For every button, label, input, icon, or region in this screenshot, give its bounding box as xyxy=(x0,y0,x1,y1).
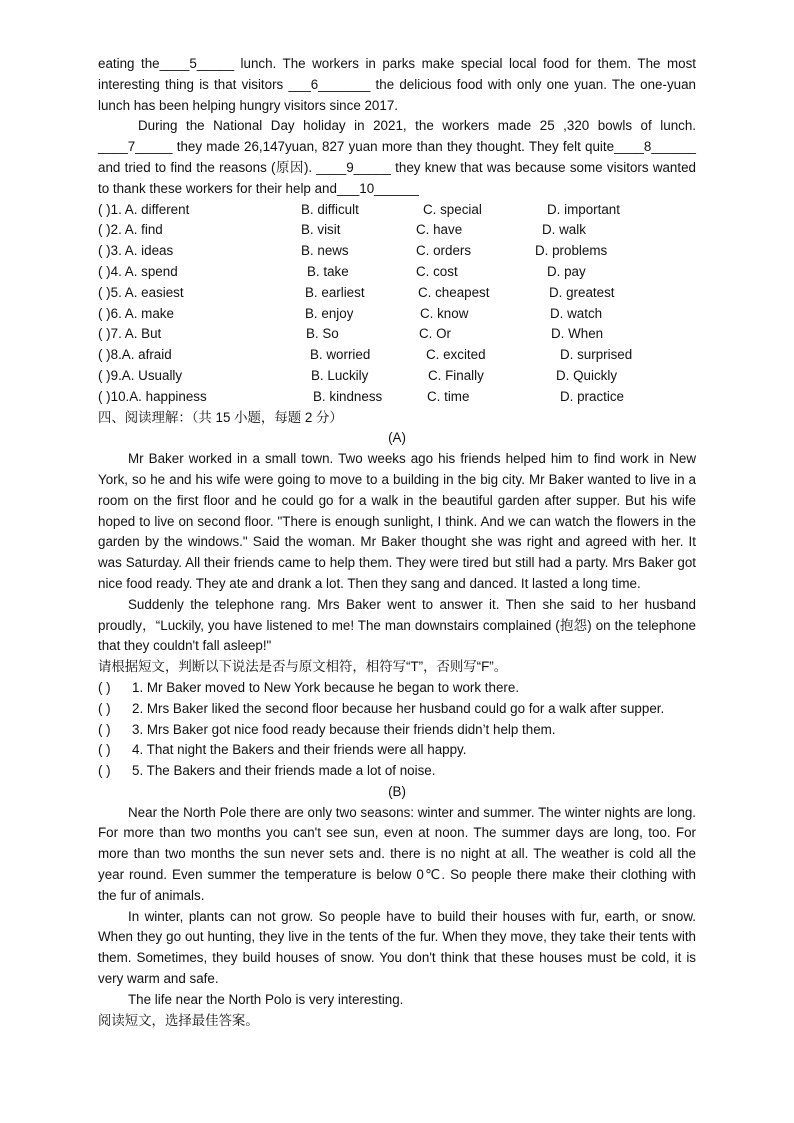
cloze-question-5 xyxy=(98,283,696,304)
option-b: B. worried xyxy=(310,347,371,363)
question-number: ( )3. A. ideas xyxy=(98,243,174,259)
cloze-question-10 xyxy=(98,387,696,408)
option-c: C. Finally xyxy=(428,367,484,383)
option-c: C. know xyxy=(420,305,469,321)
passage-a-label: (A) xyxy=(388,430,406,446)
statement-5 xyxy=(98,761,696,782)
question-number: ( )2. A. find xyxy=(98,222,163,238)
question-number: ( )6. A. make xyxy=(98,305,174,321)
question-number: ( )9.A. Usually xyxy=(98,367,183,383)
section-title: 四、阅读理解：（共 15 小题，每题 2 分） xyxy=(98,409,343,425)
statement-1 xyxy=(98,678,696,699)
answer-blank[interactable]: ( ) xyxy=(98,763,111,779)
question-number: ( )1. A. different xyxy=(98,201,190,217)
exam-page xyxy=(98,54,696,1031)
option-b: B. visit xyxy=(301,222,341,238)
cloze-question-1 xyxy=(98,200,696,221)
option-b: B. Luckily xyxy=(311,367,369,383)
option-d: D. practice xyxy=(560,388,624,404)
option-d: D. watch xyxy=(550,305,603,321)
passage-b-label: (B) xyxy=(388,783,406,799)
option-d: D. problems xyxy=(535,243,608,259)
passage-a-paragraph-2: Suddenly the telephone rang. Mrs Baker went to answer it. Then she said to her husband proudly，“Luckily, you have listened to me! The man downstairs complained (抱怨) on the telephone that they couldn't fall asleep!" xyxy=(98,596,696,654)
cloze-question-6 xyxy=(98,304,696,325)
option-b: B. kindness xyxy=(313,388,383,404)
option-d: D. pay xyxy=(547,263,586,279)
option-c: C. cost xyxy=(416,263,458,279)
cloze-question-2 xyxy=(98,220,696,241)
question-number: ( )10.A. happiness xyxy=(98,388,207,404)
option-c: C. excited xyxy=(426,347,486,363)
option-d: D. When xyxy=(551,326,604,342)
option-c: C. time xyxy=(427,388,470,404)
passage-b-paragraph-3: The life near the North Polo is very interesting. xyxy=(128,991,404,1007)
statement-3 xyxy=(98,720,696,741)
option-b: B. So xyxy=(306,326,339,342)
true-false-statements xyxy=(98,678,696,782)
question-number: ( )7. A. But xyxy=(98,326,162,342)
option-d: D. walk xyxy=(542,222,586,238)
statement-text: 1. Mr Baker moved to New York because he began to work there. xyxy=(132,679,520,695)
statement-text: 3. Mrs Baker got nice food ready because their friends didn’t help them. xyxy=(132,721,556,737)
option-c: C. have xyxy=(416,222,463,238)
cloze-question-9 xyxy=(98,366,696,387)
option-b: B. earliest xyxy=(305,284,365,300)
option-b: B. take xyxy=(307,263,349,279)
answer-blank[interactable]: ( ) xyxy=(98,679,111,695)
answer-blank[interactable]: ( ) xyxy=(98,721,111,737)
option-c: C. cheapest xyxy=(418,284,490,300)
cloze-options-list xyxy=(98,200,696,408)
option-d: D. surprised xyxy=(560,347,633,363)
option-b: B. difficult xyxy=(301,201,359,217)
option-d: D. greatest xyxy=(549,284,615,300)
statement-text: 2. Mrs Baker liked the second floor because her husband could go for a walk after supper. xyxy=(132,700,665,716)
statement-2 xyxy=(98,699,696,720)
passage-b-paragraph-2: In winter, plants can not grow. So people have to build their houses with fur, earth, or snow. When they go out hunting, they live in the tents of the fur. When they move, they take their tents with them. Sometimes, they build houses of snow. You don't think that these houses must be cold, it is very warm and safe. xyxy=(98,908,696,987)
answer-blank[interactable]: ( ) xyxy=(98,742,111,758)
statement-text: 4. That night the Bakers and their friends were all happy. xyxy=(132,742,467,758)
option-d: D. Quickly xyxy=(556,367,618,383)
option-c: C. special xyxy=(423,201,482,217)
passage-a-instruction: 请根据短文，判断以下说法是否与原文相符，相符写“T”，否则写“F”。 xyxy=(98,659,508,675)
passage-b-instruction: 阅读短文，选择最佳答案。 xyxy=(98,1012,259,1028)
cloze-question-7 xyxy=(98,324,696,345)
cloze-passage-continuation: eating the____5_____ lunch. The workers in parks make special local food for them. The most interesting thing is that visitors ___6_______ the delicious food with only one yuan. The one-yuan lunch has been helping hungry visitors since 2017. xyxy=(98,56,696,113)
question-number: ( )4. A. spend xyxy=(98,263,178,279)
option-c: C. orders xyxy=(416,243,472,259)
question-number: ( )8.A. afraid xyxy=(98,347,172,363)
option-b: B. enjoy xyxy=(305,305,354,321)
statement-4 xyxy=(98,740,696,761)
passage-b-paragraph-1: Near the North Pole there are only two seasons: winter and summer. The winter nights are long. For more than two months you can't see sun, even at noon. The summer days are long, too. For more than two months the sun never sets and. there is no night at all. The weather is cold all the year round. Even summer the temperature is below 0℃. So people there make their clothing with the fur of animals. xyxy=(98,804,696,903)
cloze-question-3 xyxy=(98,241,696,262)
cloze-passage-paragraph-2: During the National Day holiday in 2021, the workers made 25 ,320 bowls of lunch. ____7_____ they made 26,147yuan, 827 yuan more than they thought. They felt quite____8______ and tried to find the reasons (原因). ____9_____ they knew that was because some visitors wanted to thank these workers for their help and___10______ xyxy=(98,118,696,196)
option-b: B. news xyxy=(301,243,349,259)
question-number: ( )5. A. easiest xyxy=(98,284,184,300)
statement-text: 5. The Bakers and their friends made a lot of noise. xyxy=(132,763,436,779)
cloze-question-4 xyxy=(98,262,696,283)
option-c: C. Or xyxy=(419,326,451,342)
answer-blank[interactable]: ( ) xyxy=(98,700,111,716)
passage-a-paragraph-1: Mr Baker worked in a small town. Two weeks ago his friends helped him to find work in New York, so he and his wife were going to move to a building in the big city. Mr Baker wanted to live in a room on the first floor and he could go for a walk in the beautiful garden after supper. But his wife hoped to live on second floor. "There is enough sunlight, I think. And we can watch the flowers in the garden by the windows." Said the woman. Mr Baker thought she was right and agreed with her. It was Saturday. All their friends came to help them. They were tired but still had a party. Mrs Baker got nice food ready. They ate and drank a lot. Then they sang and danced. It lasted a long time. xyxy=(98,451,696,591)
cloze-question-8 xyxy=(98,345,696,366)
option-d: D. important xyxy=(547,201,620,217)
